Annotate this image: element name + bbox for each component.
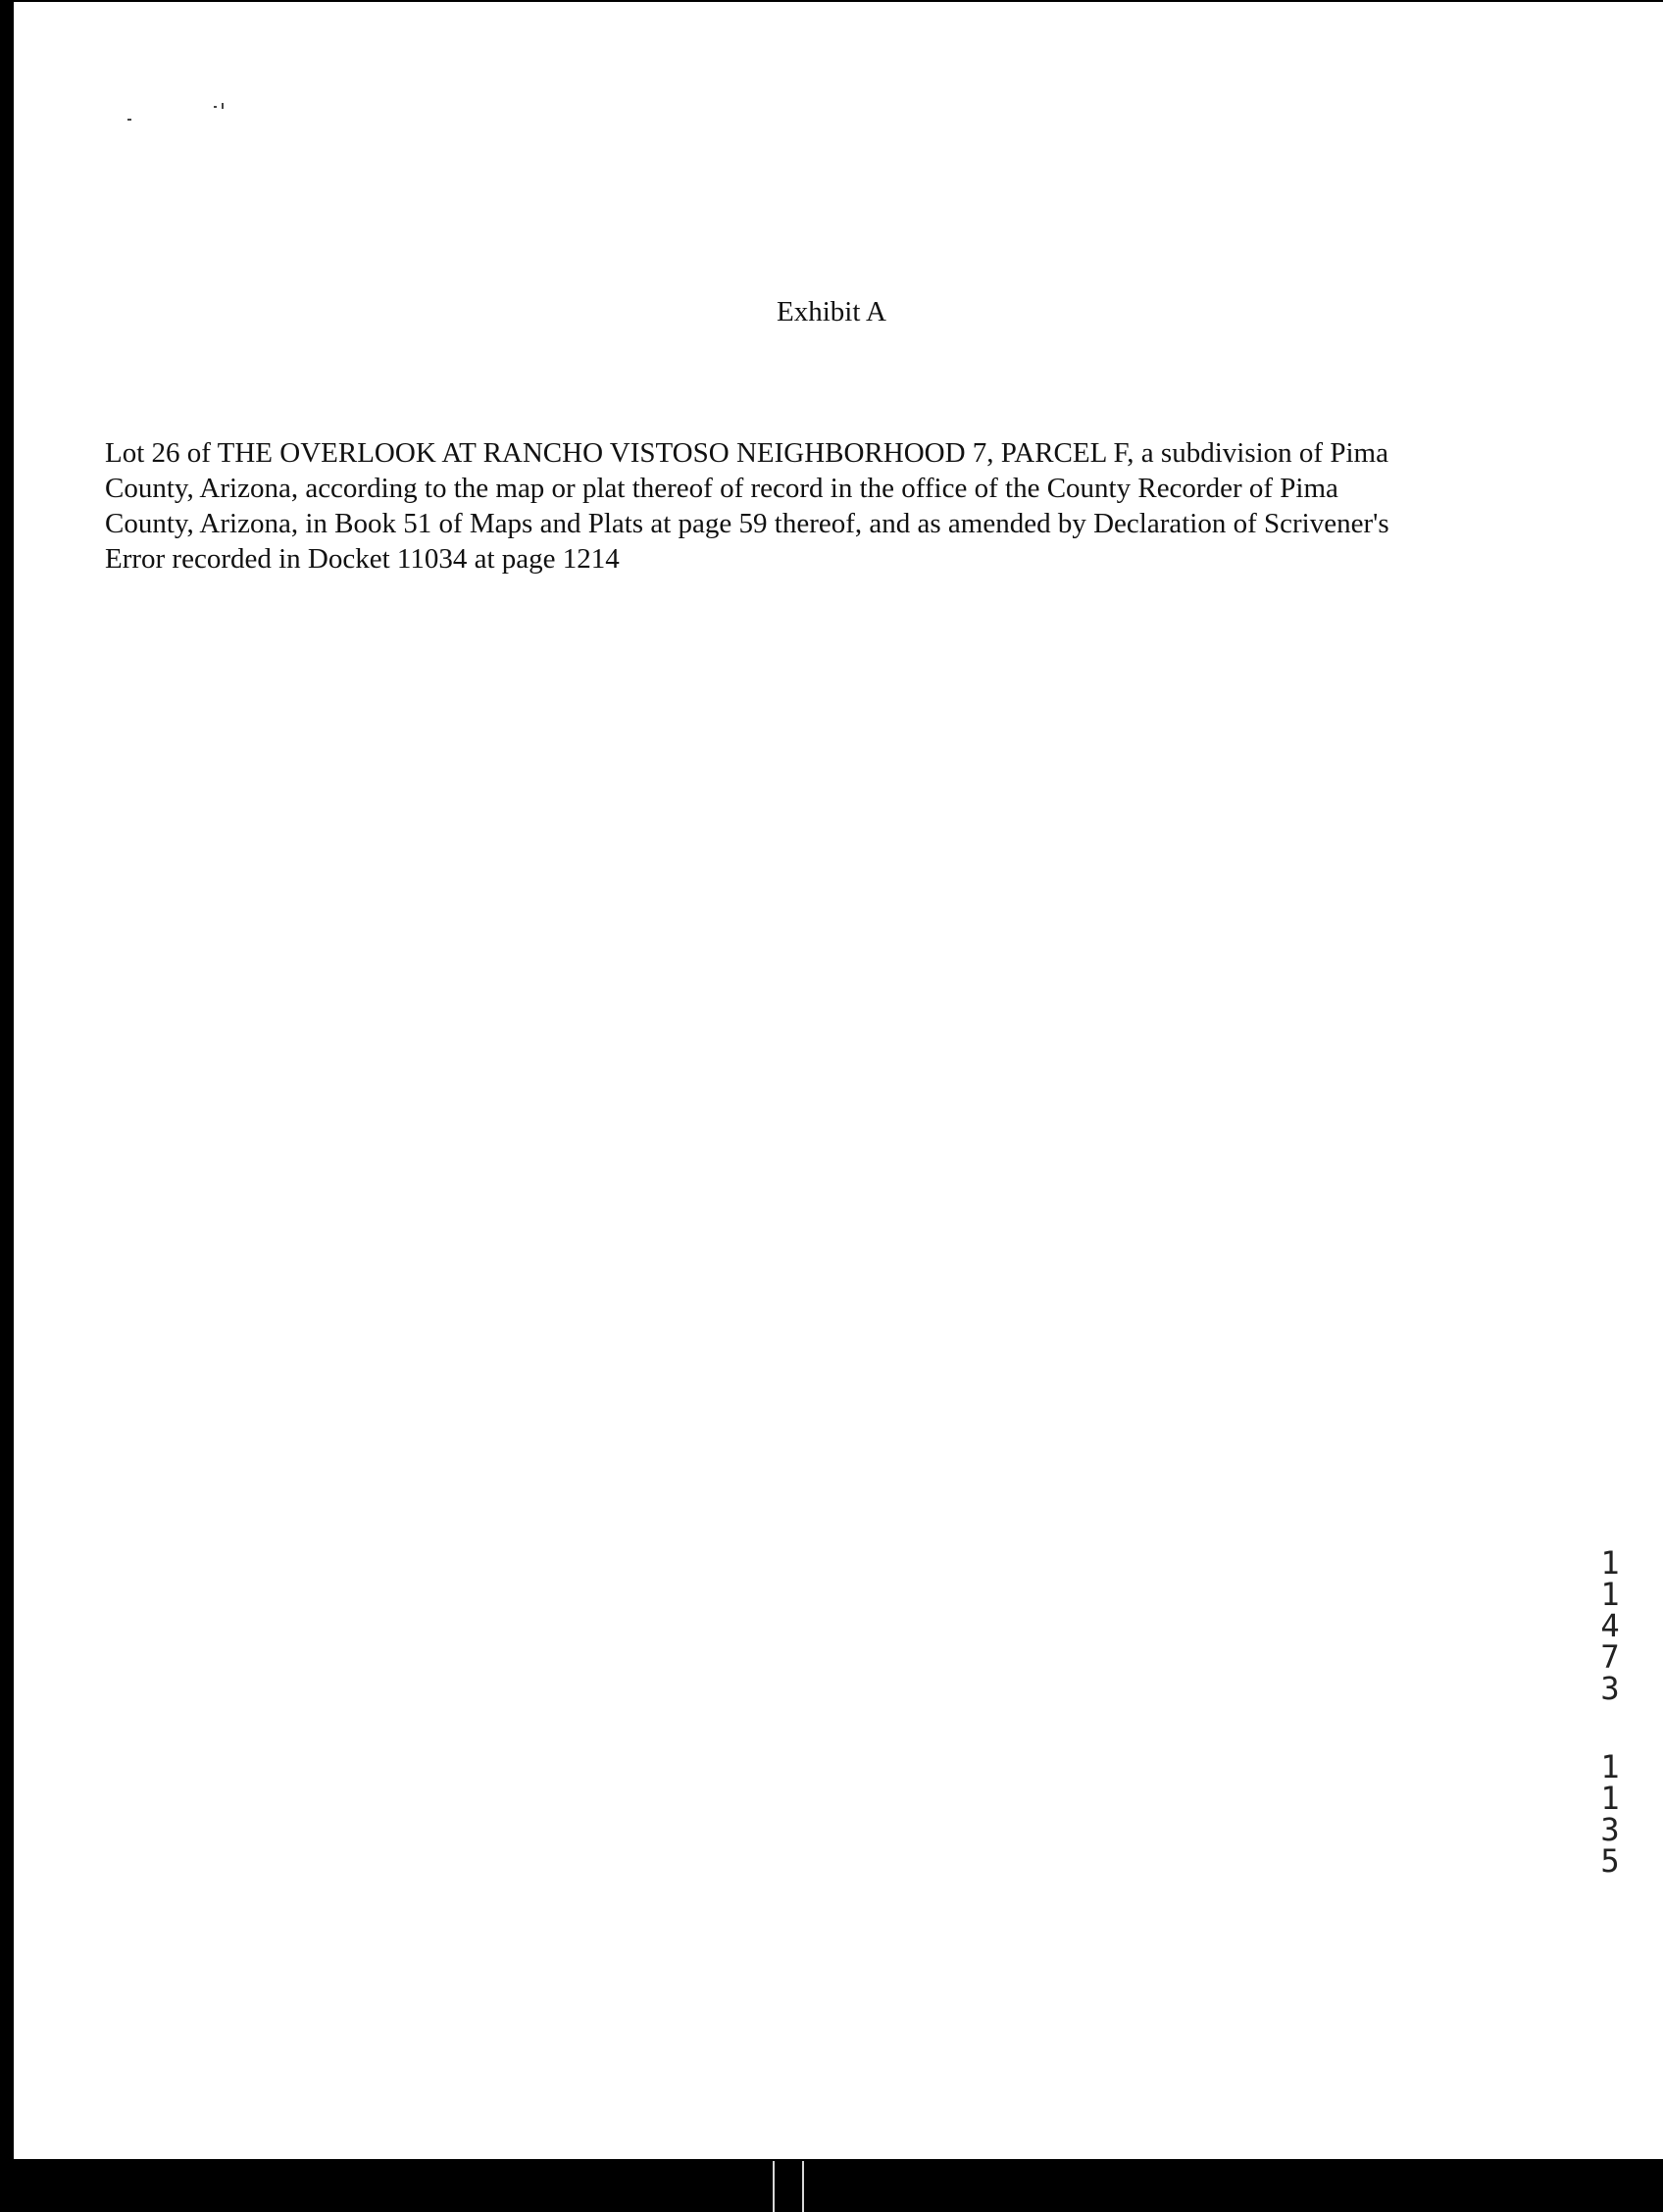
- stamp-digit: 1: [1600, 1544, 1620, 1582]
- stamp-digit: 3: [1600, 1670, 1620, 1707]
- scan-speck: [214, 106, 217, 108]
- legal-description-line: Lot 26 of THE OVERLOOK AT RANCHO VISTOSO NEIGHBORHOOD 7, PARCEL F, a subdivision of Pima: [105, 437, 1388, 469]
- legal-description-line: County, Arizona, in Book 51 of Maps and Plats at page 59 thereof, and as amended by Declaration of Scrivener's: [105, 508, 1389, 539]
- stamp-digit: 7: [1600, 1638, 1620, 1676]
- legal-description-line: County, Arizona, according to the map or plat thereof of record in the office of the County Recorder of Pima: [105, 473, 1338, 504]
- stamp-digit: 1: [1600, 1576, 1620, 1613]
- stamp-digit: 3: [1600, 1811, 1620, 1848]
- stamp-digit: 5: [1600, 1842, 1620, 1880]
- docket-number-stamp: [1590, 1544, 1630, 1707]
- scan-border-gap: [802, 2161, 804, 2212]
- page-number-stamp: [1590, 1748, 1630, 1880]
- exhibit-title: Exhibit A: [777, 296, 886, 327]
- scan-speck: [222, 103, 224, 109]
- stamp-digit: 4: [1600, 1607, 1620, 1644]
- legal-description-line: Error recorded in Docket 11034 at page 1214: [105, 543, 620, 575]
- stamp-digit: 1: [1600, 1780, 1620, 1817]
- scan-border-gap: [773, 2161, 775, 2212]
- stamp-digit: 1: [1600, 1748, 1620, 1785]
- legal-description: [105, 435, 1556, 577]
- scan-bottom-border: [0, 2161, 1663, 2212]
- scan-speck: [127, 119, 131, 121]
- scan-edge-artifact: [14, 2039, 17, 2098]
